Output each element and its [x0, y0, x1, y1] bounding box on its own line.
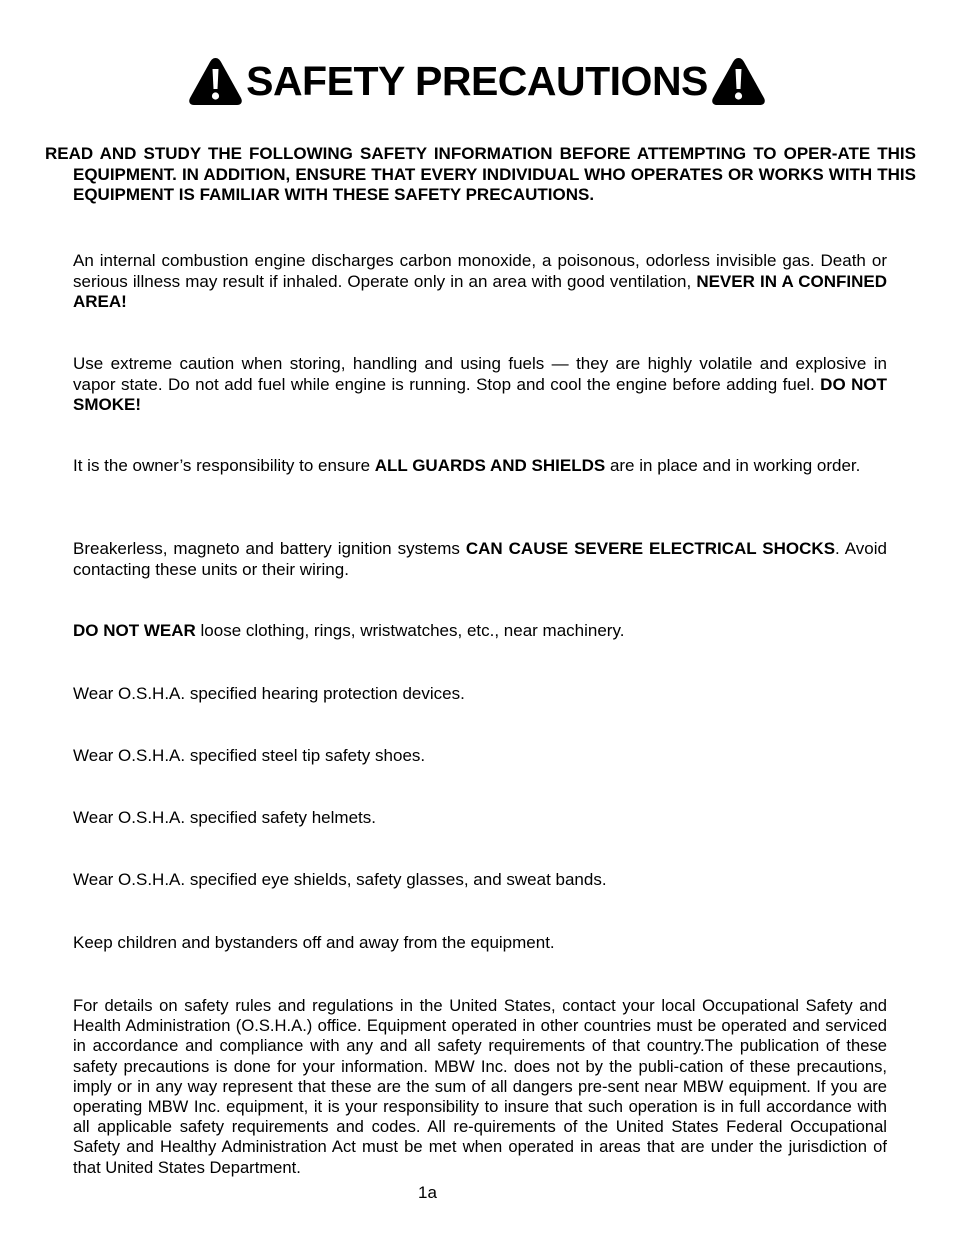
carbon-monoxide-text: An internal combustion engine discharges carbon monoxide, a poisonous, odorless invisible gas. Death or serious illness may result if inhaled. Operate only in an area with good ventilation, — [73, 251, 887, 291]
eye-protection-paragraph: Wear O.S.H.A. specified eye shields, safety glasses, and sweat bands. — [73, 870, 607, 889]
guards-paragraph — [73, 456, 887, 477]
page-number: 1a — [418, 1183, 437, 1202]
warning-exclamation-icon — [188, 56, 243, 106]
helmets-paragraph: Wear O.S.H.A. specified safety helmets. — [73, 808, 376, 827]
guards-post: are in place and in working order. — [605, 456, 861, 475]
carbon-monoxide-paragraph — [73, 251, 887, 313]
fuel-bold: DO NOT SMOKE! — [73, 374, 887, 414]
guards-bold: ALL GUARDS AND SHIELDS — [374, 456, 606, 475]
hearing-paragraph: Wear O.S.H.A. specified hearing protection devices. — [73, 684, 465, 703]
ignition-post: . Avoid contacting these units or their wiring. — [73, 539, 887, 579]
ignition-bold: CAN CAUSE SEVERE ELECTRICAL SHOCKS — [465, 539, 836, 558]
shoes-paragraph: Wear O.S.H.A. specified steel tip safety shoes. — [73, 746, 426, 765]
page-header — [0, 56, 954, 106]
fuel-paragraph — [73, 354, 887, 416]
warning-exclamation-icon — [711, 56, 766, 106]
osha-details-paragraph: For details on safety rules and regulations in the United States, contact your local Occupational Safety and Health Administration (O.S.H.A.) office. Equipment operated in other countries must be operated and serviced in accordance and compliance with any and all safety requirements of that country.The publication of these safety precautions is done for your information. MBW Inc. does not by the publi-cation of these precautions, imply or in any way represent that these are the sum of all dangers pre-sent near MBW equipment. If you are operating MBW Inc. equipment, it is your responsibility to insure that such operation is in full accordance with all applicable safety requirements and codes. All re-quirements of the United States Federal Occupational Safety and Healthy Administration Act must be met when operated in areas that are under the jurisdiction of that United States Department. — [73, 996, 887, 1177]
clothing-bold: DO NOT WEAR — [73, 621, 196, 640]
ignition-paragraph — [73, 539, 887, 580]
intro-warning: READ AND STUDY THE FOLLOWING SAFETY INFORMATION BEFORE ATTEMPTING TO OPER-ATE THIS EQUIPMENT. IN ADDITION, ENSURE THAT EVERY INDIVIDUAL WHO OPERATES OR WORKS WITH THIS EQUIPMENT IS FAMILIAR WITH THESE SAFETY PRECAUTIONS. — [45, 144, 916, 204]
page-title: SAFETY PRECAUTIONS — [246, 57, 708, 104]
ignition-pre: Breakerless, magneto and battery ignition systems — [73, 539, 466, 558]
carbon-monoxide-bold: NEVER IN A CONFINED AREA! — [73, 271, 887, 311]
clothing-paragraph — [73, 621, 887, 642]
children-paragraph: Keep children and bystanders off and away from the equipment. — [73, 933, 555, 952]
clothing-post: loose clothing, rings, wristwatches, etc., near machinery. — [195, 621, 625, 640]
guards-pre: It is the owner’s responsibility to ensure — [73, 456, 375, 475]
fuel-text: Use extreme caution when storing, handling and using fuels — they are highly volatile and explosive in vapor state. Do not add fuel while engine is running. Stop and cool the engine before adding fuel. — [73, 354, 887, 394]
